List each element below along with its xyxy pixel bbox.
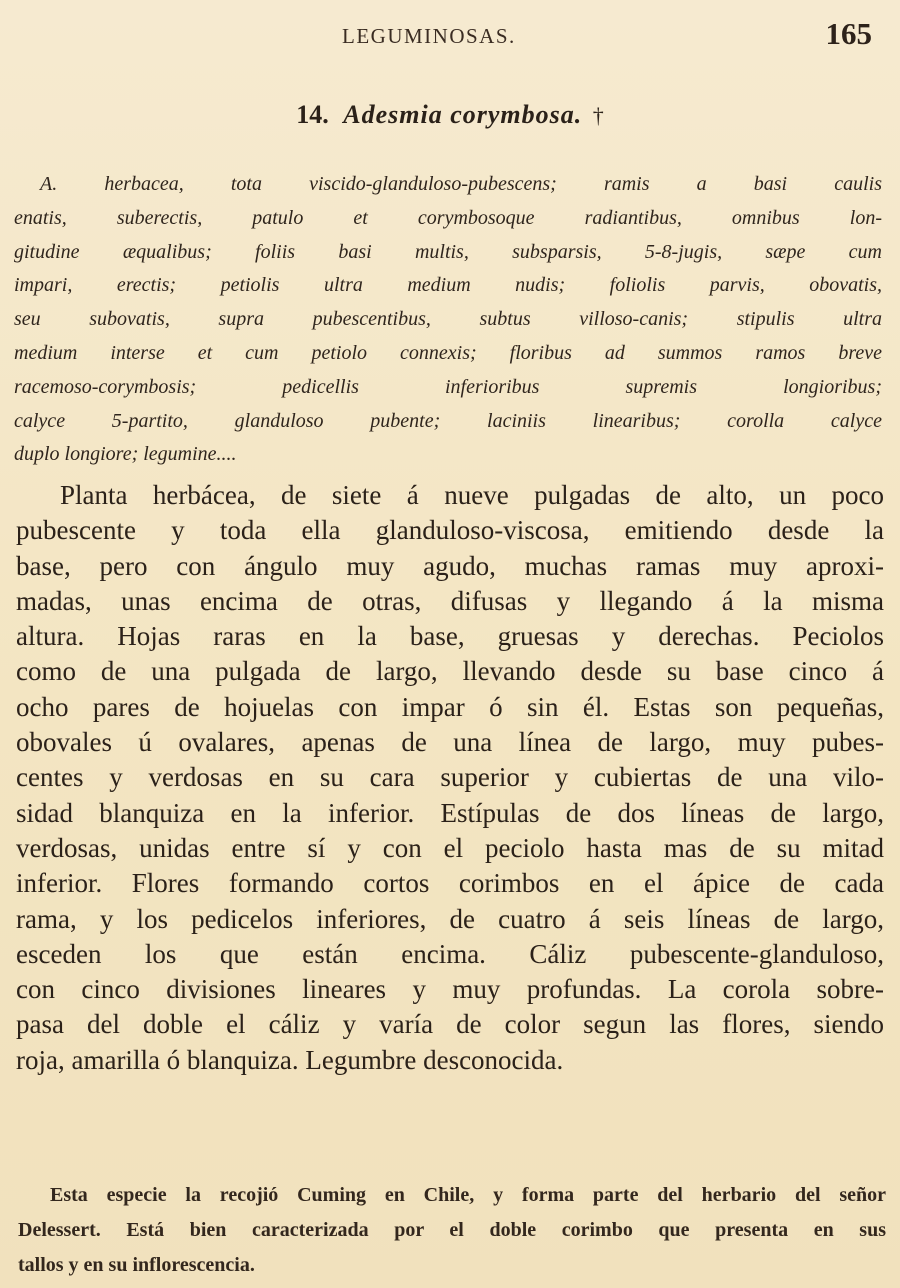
dagger-mark: †	[592, 103, 604, 128]
latin-line: duplo longiore; legumine....	[14, 443, 237, 466]
spanish-line: pubescente y toda ella glanduloso-viscosa, emitiendo desde la	[16, 515, 884, 546]
collector-note	[18, 1178, 886, 1283]
spanish-line: rama, y los pedicelos inferiores, de cuatro á seis líneas de largo,	[16, 903, 884, 934]
latin-line: seu subovatis, supra pubescentibus, subtus villoso-canis; stipulis ultra	[14, 308, 882, 331]
page-number: 165	[825, 16, 872, 51]
species-heading	[0, 98, 900, 133]
running-header	[0, 16, 900, 56]
spanish-line: ocho pares de hojuelas con impar ó sin él. Estas son pequeñas,	[16, 691, 884, 722]
spanish-line: obovales ú ovalares, apenas de una línea de largo, muy pubes-	[16, 727, 884, 758]
latin-line: racemoso-corymbosis; pedicellis inferioribus supremis longioribus;	[14, 375, 882, 398]
latin-line: gitudine æqualibus; foliis basi multis, subsparsis, 5-8-jugis, sæpe cum	[14, 240, 882, 263]
species-name: Adesmia corymbosa.	[343, 100, 583, 129]
latin-description	[14, 168, 882, 472]
spanish-line: roja, amarilla ó blanquiza. Legumbre desconocida.	[16, 1044, 564, 1075]
spanish-line: Planta herbácea, de siete á nueve pulgadas de alto, un poco	[60, 480, 884, 510]
spanish-line: con cinco divisiones lineares y muy profundas. La corola sobre-	[16, 974, 884, 1005]
spanish-line: altura. Hojas raras en la base, gruesas y derechas. Peciolos	[16, 621, 884, 652]
spanish-line: base, pero con ángulo muy agudo, muchas ramas muy aproxi-	[16, 550, 884, 581]
species-number: 14.	[296, 100, 329, 129]
note-line: Delessert. Está bien caracterizada por el doble corimbo que presenta en sus	[18, 1219, 886, 1241]
latin-line: impari, erectis; petiolis ultra medium nudis; foliolis parvis, obovatis,	[14, 274, 882, 297]
running-title: LEGUMINOSAS.	[342, 24, 516, 48]
latin-line: calyce 5-partito, glanduloso pubente; laciniis linearibus; corolla calyce	[14, 409, 882, 432]
spanish-line: como de una pulgada de largo, llevando desde su base cinco á	[16, 656, 884, 687]
spanish-line: madas, unas encima de otras, difusas y llegando á la misma	[16, 585, 884, 616]
latin-line: A. herbacea, tota viscido-glanduloso-pubescens; ramis a basi caulis	[40, 173, 882, 195]
spanish-line: inferior. Flores formando cortos corimbos en el ápice de cada	[16, 868, 884, 899]
spanish-line: pasa del doble el cáliz y varía de color segun las flores, siendo	[16, 1009, 884, 1040]
spanish-description	[16, 478, 884, 1078]
spanish-line: centes y verdosas en su cara superior y cubiertas de una vilo-	[16, 762, 884, 793]
note-line: Esta especie la recojió Cuming en Chile, y forma parte del herbario del señor	[50, 1184, 886, 1206]
note-line: tallos y en su inflorescencia.	[18, 1254, 255, 1276]
spanish-line: esceden los que están encima. Cáliz pubescente-glanduloso,	[16, 938, 884, 969]
latin-line: medium interse et cum petiolo connexis; floribus ad summos ramos breve	[14, 341, 882, 364]
latin-line: enatis, suberectis, patulo et corymbosoque radiantibus, omnibus lon-	[14, 206, 882, 229]
spanish-line: sidad blanquiza en la inferior. Estípulas de dos líneas de largo,	[16, 797, 884, 828]
spanish-line: verdosas, unidas entre sí y con el peciolo hasta mas de su mitad	[16, 832, 884, 863]
